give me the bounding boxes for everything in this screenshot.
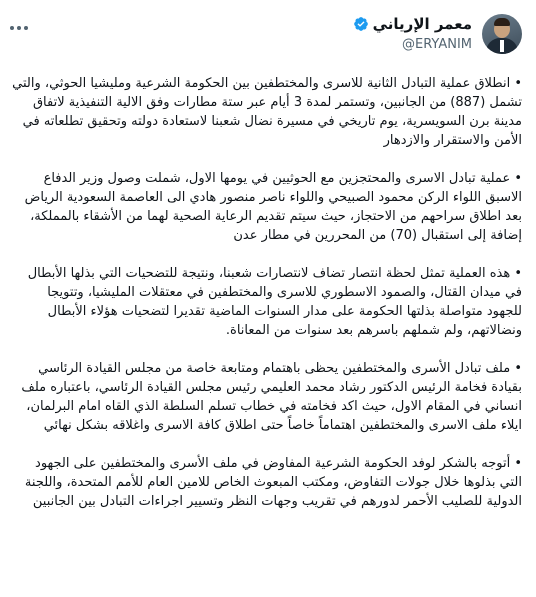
- more-options-button[interactable]: [10, 22, 32, 34]
- post-paragraph: • انطلاق عملية التبادل الثانية للاسرى والمختطفين بين الحكومة الشرعية ومليشيا الحوثي، والتي تشمل (887) من الجانبين، وتستمر لمدة 3 أيام عبر ستة مطارات وفق الالية التنفيذية لاتفاق مدينة برن السويسرية، يوم تاريخي في مسيرة نضال شعبنا لاستعادة دولته وتحقيق تطلعاته في الأمن والاستقرار والازدهار: [12, 76, 522, 148]
- author-handle[interactable]: @ERYANIM: [401, 37, 472, 52]
- post-paragraph: • عملية تبادل الاسرى والمحتجزين مع الحوثيين في يومها الاول، شملت وصول وزير الدفاع الاسبق اللواء الركن محمود الصبيحي واللواء ناصر منصور هادي الى العاصمة السعودية الرياض بعد اطلاق سراحهم من الاحتجاز، حيث سيتم تقديم الرعاية الصحية لهما من الأشقاء بالمملكة، إضافة إلى استقبال (70) من المحررين في مطار عدن: [24, 171, 522, 243]
- post-text: [10, 74, 522, 511]
- post-header: [353, 14, 522, 54]
- avatar[interactable]: [482, 14, 522, 54]
- verified-badge-icon: [353, 16, 369, 32]
- more-options-icon: [10, 26, 14, 30]
- author-display-name[interactable]: معمر الإرياني: [372, 15, 472, 33]
- post-paragraph: • هذه العملية تمثل لحظة انتصار تضاف لانتصارات شعبنا، ونتيجة للتضحيات التي بذلها الأبطال في ميدان القتال، والصمود الاسطوري للاسرى والمختطفين في معتقلات المليشيا، وتتويجا للجهود متواصلة بذلتها الحكومة على مدار السنوات الماضية تقديرا لتضحيات هؤلاء الأبطال ونضالاتهم، ولم شملهم باسرهم بعد سنوات من المعاناة.: [27, 266, 522, 338]
- post-paragraph: • أتوجه بالشكر لوفد الحكومة الشرعية المفاوض في ملف الأسرى والمختطفين على الجهود التي بذلوها خلال جولات التفاوض، ومكتب المبعوث الخاص للامين العام للأمم المتحدة، واللجنة الدولية للصليب الأحمر لدورهم في تقريب وجهات النظر وتسيير اجراءات التبادل بين الجانبين: [24, 456, 522, 509]
- author-info: [353, 14, 472, 54]
- post-paragraph: • ملف تبادل الأسرى والمختطفين يحظى باهتمام ومتابعة خاصة من مجلس القيادة الرئاسي بقيادة فخامة الرئيس الدكتور رشاد محمد العليمي رئيس مجلس القيادة الرئاسي، باعتباره ملف انساني في المقام الاول، حيث اكد فخامته في خطاب تسلم السلطة الذي القاه امام البرلمان، ايلاء ملف الاسرى والمختطفين اهتماماً خاصاً حتى اطلاق كافة الاسرى واغلاقه بشكل نهائي: [21, 361, 522, 433]
